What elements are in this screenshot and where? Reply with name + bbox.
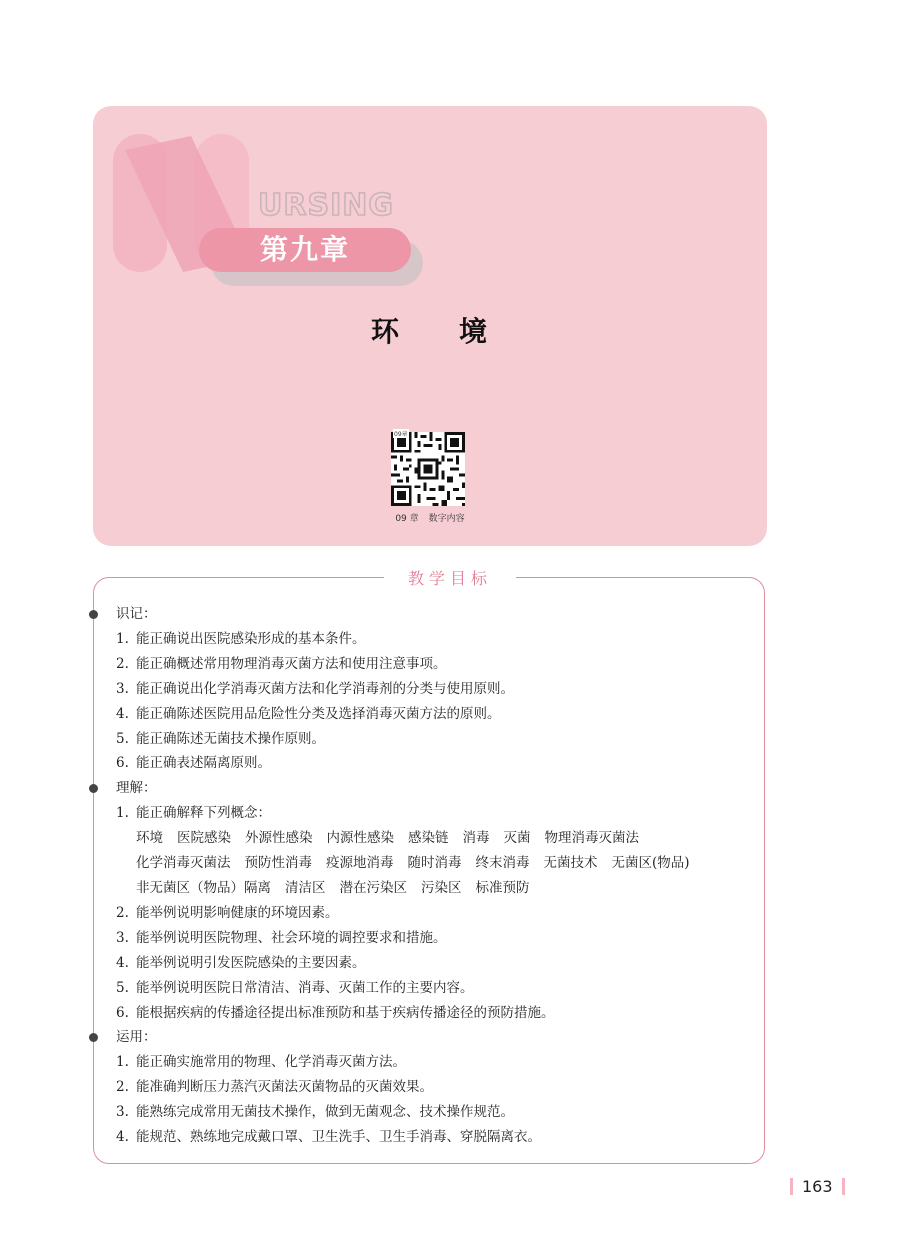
section-title-understand: 理解： bbox=[116, 776, 756, 801]
list-item: 3. 能举例说明医院物理、社会环境的调控要求和措施。 bbox=[116, 929, 447, 946]
concept-line: 非无菌区（物品）隔离 清洁区 潜在污染区 污染区 标准预防 bbox=[136, 879, 530, 896]
chapter-header-card bbox=[93, 106, 767, 546]
page-number-left-bar bbox=[790, 1178, 793, 1195]
list-item: 6. 能正确表述隔离原则。 bbox=[116, 755, 271, 772]
chapter-title-part2: 境 bbox=[459, 315, 490, 348]
list-item: 3. 能正确说出化学消毒灭菌方法和化学消毒剂的分类与使用原则。 bbox=[116, 680, 514, 697]
concept-line: 化学消毒灭菌法 预防性消毒 疫源地消毒 随时消毒 终末消毒 无菌技术 无菌区(物品) bbox=[136, 855, 690, 872]
bullet-icon bbox=[89, 610, 98, 619]
objectives-content bbox=[116, 602, 756, 1150]
concept-line: 环境 医院感染 外源性感染 内源性感染 感染链 消毒 灭菌 物理消毒灭菌法 bbox=[136, 830, 639, 847]
list-item: 4. 能举例说明引发医院感染的主要因素。 bbox=[116, 954, 366, 971]
page-number-right-bar bbox=[842, 1178, 845, 1195]
chapter-title-part1: 环 bbox=[370, 315, 401, 348]
qr-tag: 09章 bbox=[394, 431, 408, 438]
nursing-wordmark: URSING bbox=[258, 188, 394, 223]
list-item: 2. 能正确概述常用物理消毒灭菌方法和使用注意事项。 bbox=[116, 655, 447, 672]
list-item: 1. 能正确说出医院感染形成的基本条件。 bbox=[116, 630, 366, 647]
qr-code-icon[interactable] bbox=[391, 432, 465, 506]
chapter-label: 第九章 bbox=[199, 228, 411, 272]
qr-caption bbox=[93, 511, 767, 524]
section-title-memorize: 识记： bbox=[116, 602, 756, 627]
list-item: 4. 能正确陈述医院用品危险性分类及选择消毒灭菌方法的原则。 bbox=[116, 705, 501, 722]
list-item: 6. 能根据疾病的传播途径提出标准预防和基于疾病传播途径的预防措施。 bbox=[116, 1004, 555, 1021]
teaching-objectives-heading: 教学目标 bbox=[0, 566, 900, 589]
list-item: 4. 能规范、熟练地完成戴口罩、卫生洗手、卫生手消毒、穿脱隔离衣。 bbox=[116, 1129, 541, 1146]
list-item: 1. 能正确实施常用的物理、化学消毒灭菌方法。 bbox=[116, 1054, 406, 1071]
qr-code-block[interactable] bbox=[391, 432, 465, 506]
list-item: 1. 能正确解释下列概念： bbox=[116, 805, 271, 822]
list-item: 3. 能熟练完成常用无菌技术操作，做到无菌观念、技术操作规范。 bbox=[116, 1104, 514, 1121]
qr-caption-chapter: 09 章 bbox=[395, 514, 419, 524]
qr-caption-label: 数字内容 bbox=[428, 514, 465, 524]
list-item: 5. 能正确陈述无菌技术操作原则。 bbox=[116, 730, 325, 747]
list-item: 2. 能举例说明影响健康的环境因素。 bbox=[116, 904, 339, 921]
list-item: 5. 能举例说明医院日常清洁、消毒、灭菌工作的主要内容。 bbox=[116, 979, 474, 996]
chapter-title bbox=[93, 310, 767, 350]
section-title-apply: 运用： bbox=[116, 1025, 756, 1050]
page-number: 163 bbox=[790, 1176, 845, 1198]
list-item: 2. 能准确判断压力蒸汽灭菌法灭菌物品的灭菌效果。 bbox=[116, 1079, 433, 1096]
